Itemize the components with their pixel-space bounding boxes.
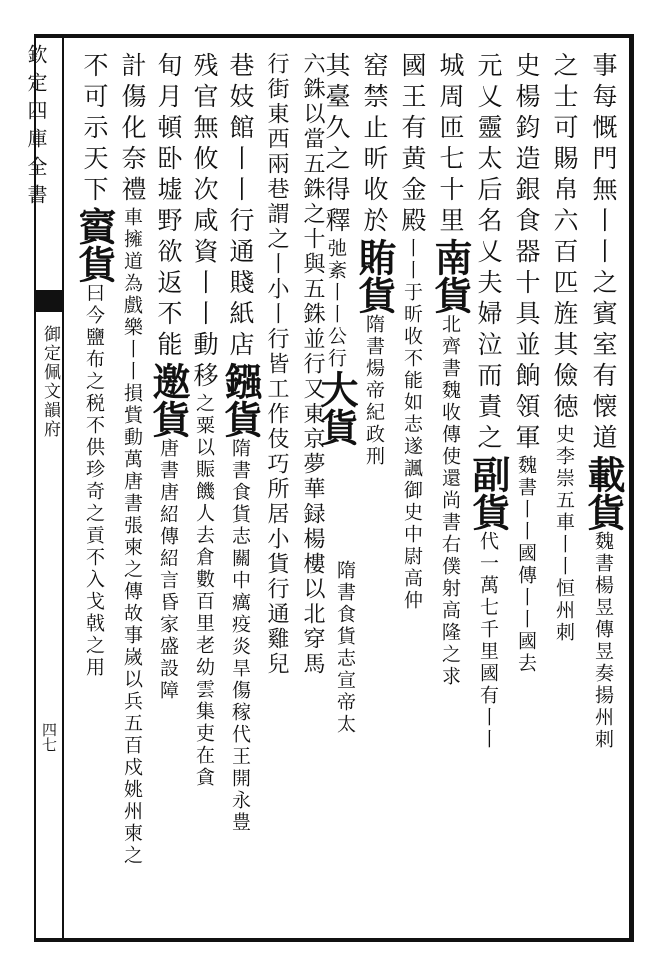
book-title: 御定佩文韻府 <box>40 325 60 439</box>
entry-citation: 隋書食貨志宣帝太 <box>334 560 356 736</box>
entry-heading: 鏹貨 <box>218 362 263 438</box>
entry-heading: 大貨 <box>314 370 359 446</box>
text-column-10 <box>256 52 292 932</box>
text-column-1 <box>581 52 626 932</box>
text-column-16 <box>330 560 360 920</box>
column-text: 残官無攸次咸資丨丨動移 <box>190 52 219 393</box>
text-column-3 <box>508 52 544 932</box>
column-text: 之士可賜帛六百匹旌其儉徳 <box>550 52 579 424</box>
entry-heading: 邀貨 <box>146 362 191 438</box>
column-text: 國王有黄金殿 <box>398 52 427 238</box>
text-column-4 <box>466 52 511 932</box>
text-column-2 <box>546 52 582 932</box>
entry-heading: 載貨 <box>581 455 626 531</box>
column-text: 行街東西兩巷謂之丨小丨行皆工作伎巧所居小貨行通雞兒 <box>264 52 289 677</box>
text-column-11 <box>218 52 263 932</box>
entry-heading: 賄貨 <box>352 238 397 314</box>
column-text: 城周匝七十里 <box>436 52 465 238</box>
text-column-7 <box>352 52 397 932</box>
column-text: 事每慨門無丨丨之賓室有懐道 <box>589 52 618 455</box>
column-text: 不可示天下 <box>80 52 109 207</box>
column-text: 窑禁止昕收於 <box>360 52 389 238</box>
column-text: 巷妓館丨丨行通賤紙店 <box>226 52 255 362</box>
entry-citation: 唐書唐紹傳紹言昏家盛設障 <box>157 438 179 702</box>
text-column-6 <box>394 52 430 932</box>
page-number: 四七 <box>40 722 58 752</box>
entry-citation: 代一萬七千里國有丨丨 <box>477 531 499 751</box>
entry-citation: 史李崇五車丨丨恒州刺 <box>553 424 575 644</box>
entry-citation: 唐書張柬之傳故事嵗以兵五百戍姚州柬之 <box>121 471 143 867</box>
entry-citation: 丨丨于昕收不能如志遂諷御史中尉高仲 <box>401 238 423 612</box>
text-column-9 <box>292 52 328 932</box>
text-column-13 <box>146 52 191 932</box>
entry-citation: 北齊書魏收傳使還尚書右僕射高隆之求 <box>439 314 461 688</box>
entry-citation: 魏書丨丨國傳丨丨國去 <box>515 455 537 675</box>
column-text: 六銖以當五銖之十與五銖並行又東京夢華録楊樓以北穿馬 <box>300 52 325 677</box>
series-title: 欽定四庫全書 <box>24 44 48 212</box>
entry-heading: 賨貨 <box>72 207 117 283</box>
entry-citation: 魏書楊昱傳昱奏揚州刺 <box>592 531 614 751</box>
entry-heading: 南貨 <box>428 238 473 314</box>
fish-tail-mark <box>36 290 62 312</box>
column-text: 元乂靈太后名乂夫婦泣而責之 <box>474 52 503 455</box>
entry-citation: 隋書食貨志關中癘疫炎旱傷稼代王開永豊 <box>229 438 251 834</box>
entry-heading: 副貨 <box>466 455 511 531</box>
entry-citation: 曰今鹽布之税不供珍奇之貢不入戈戟之用 <box>83 283 105 679</box>
column-text: 旬月頓卧墟野欲返不能 <box>154 52 183 362</box>
column-text: 史楊鈞造銀食器十具並餉領軍 <box>512 52 541 455</box>
text-column-14 <box>114 52 150 932</box>
entry-citation: 弛紊丨丨公行 <box>325 238 347 370</box>
entry-citation: 隋書煬帝紀政刑 <box>363 314 385 468</box>
text-column-12 <box>186 52 222 932</box>
entry-citation: 車擁道為戲樂丨丨損貲動萬 <box>121 207 143 471</box>
margin-rule <box>62 34 64 942</box>
entry-citation: 之粟以賑饑人去倉數百里老幼雲集吏在貪 <box>193 393 215 789</box>
column-text: 其臺久之得釋 <box>322 52 351 238</box>
text-column-15 <box>72 52 117 932</box>
column-text: 計傷化奈禮 <box>118 52 147 207</box>
text-column-5 <box>428 52 473 932</box>
